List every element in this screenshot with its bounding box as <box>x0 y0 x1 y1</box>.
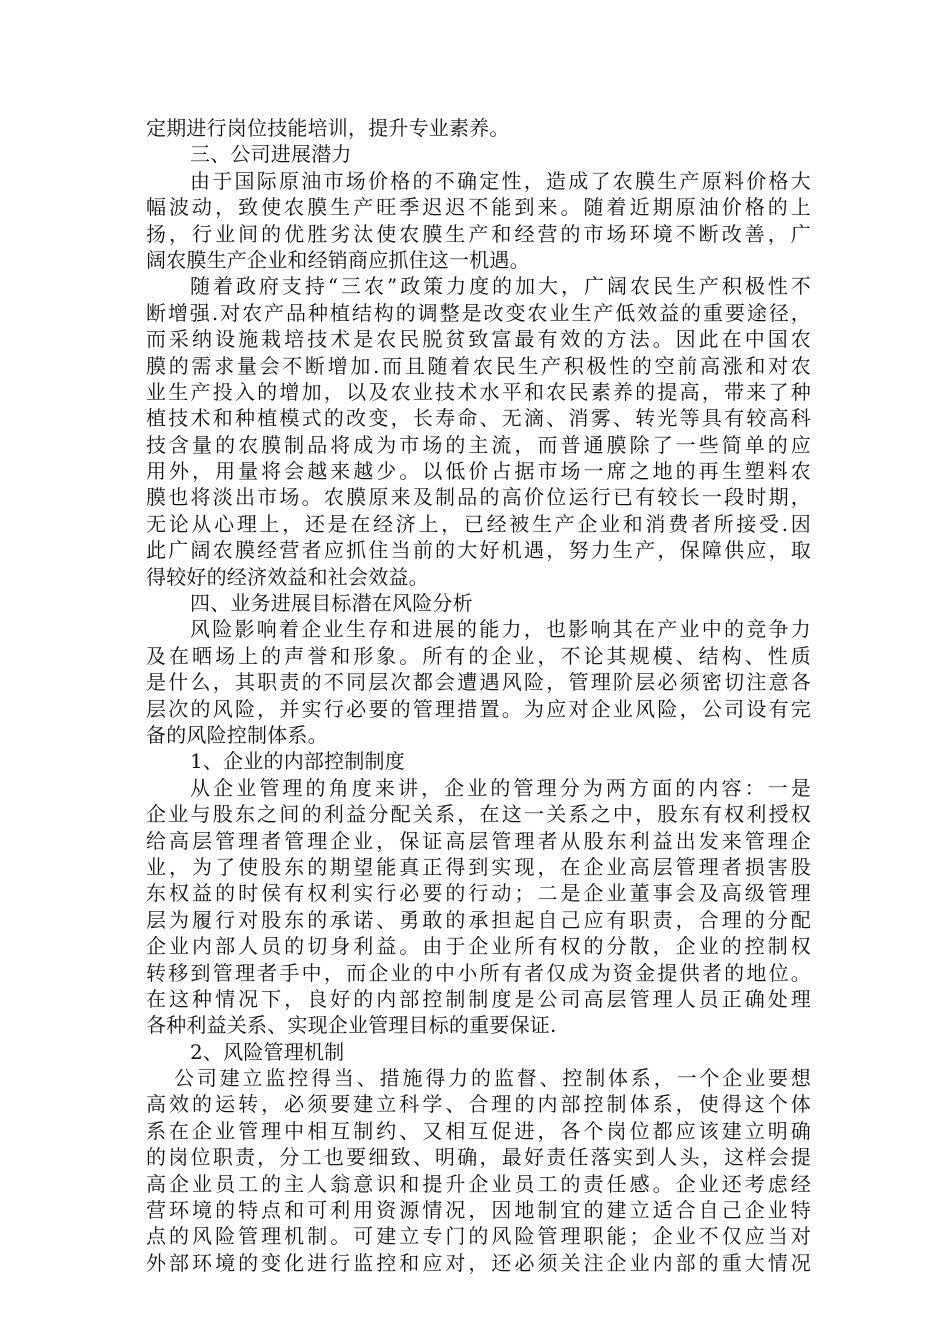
text-line: 层为履行对股东的承诺、勇敢的承担起自己应有职责，合理的分配 <box>146 907 811 932</box>
text-line: 点的风险管理机制。可建立专门的风险管理职能；企业不仅应当对 <box>146 1224 811 1249</box>
text-line: 层次的风险，并实行必要的管理措置。为应对企业风险，公司设有完 <box>146 696 811 721</box>
text-line: 此广阔农膜经营者应抓住当前的大好机遇，努力生产，保障供应，取 <box>146 538 811 563</box>
text-line: 幅波动，致使农膜生产旺季迟迟不能到来。随着近期原油价格的上 <box>146 195 811 220</box>
section-heading: 四、业务进展目标潜在风险分析 <box>190 591 473 616</box>
text-line: 定期进行岗位技能培训，提升专业素养。 <box>146 116 510 140</box>
text-line: 备的风险控制体系。 <box>146 722 328 747</box>
text-line: 而采纳设施栽培技术是农民脱贫致富最有效的方法。因此在中国农 <box>146 327 811 352</box>
text-line: 高企业员工的主人翁意识和提升企业员工的责任感。企业还考虑经 <box>146 1171 811 1196</box>
text-line: 植技术和种植模式的改变，长寿命、无滴、消雾、转光等具有较高科 <box>146 406 811 431</box>
text-line: 风险影响着企业生存和进展的能力，也影响其在产业中的竞争力 <box>190 617 811 642</box>
text-line: 用外，用量将会越来越少。以低价占据市场一席之地的再生塑料农 <box>146 459 811 484</box>
text-line: 由于国际原油市场价格的不确定性，造成了农膜生产原料价格大 <box>190 168 811 193</box>
text-line: 转移到管理者手中，而企业的中小所有者仅成为资金提供者的地位。 <box>146 960 811 985</box>
text-line: 是什么，其职责的不同层次都会遭遇风险，管理阶层必须密切注意各 <box>146 670 811 695</box>
text-line: 断增强.对农产品种植结构的调整是改变农业生产低效益的重要途径， <box>146 300 811 325</box>
text-line: 扬，行业间的优胜劣汰使农膜生产和经营的市场环境不断改善，广 <box>146 221 811 246</box>
document-body <box>146 115 811 1276</box>
text-line: 在这种情况下，良好的内部控制制度是公司高层管理人员正确处理 <box>146 986 811 1011</box>
text-line: 东权益的时侯有权利实行必要的行动；二是企业董事会及高级管理 <box>146 881 811 906</box>
text-line: 营环境的特点和可利用资源情况，因地制宜的建立适合自己企业特 <box>146 1198 811 1223</box>
section-heading: 三、公司进展潜力 <box>190 142 352 167</box>
text-line: 得较好的经济效益和社会效益。 <box>146 564 429 589</box>
text-line: 企业与股东之间的利益分配关系，在这一关系之中，股东有权利授权 <box>146 802 811 827</box>
text-line: 高效的运转，必须要建立科学、合理的内部控制体系，使得这个体 <box>146 1092 811 1117</box>
text-line: 外部环境的变化进行监控和应对，还必须关注企业内部的重大情况 <box>146 1250 811 1275</box>
text-line: 从企业管理的角度来讲，企业的管理分为两方面的内容：一是 <box>190 775 811 800</box>
text-line: 各种利益关系、实现企业管理目标的重要保证. <box>146 1013 557 1038</box>
text-line: 无论从心理上，还是在经济上，已经被生产企业和消费者所接受.因 <box>146 511 811 536</box>
text-line: 膜也将淡出市场。农膜原来及制品的高价位运行已有较长一段时期， <box>146 485 811 510</box>
text-line: 技含量的农膜制品将成为市场的主流，而普通膜除了一些简单的应 <box>146 432 811 457</box>
text-line: 给高层管理者管理企业，保证高层管理者从股东利益出发来管理企 <box>146 828 811 853</box>
section-heading: 2、风险管理机制 <box>190 1039 345 1064</box>
text-line: 业，为了使股东的期望能真正得到实现，在企业高层管理者损害股 <box>146 854 811 879</box>
text-line: 膜的需求量会不断增加.而且随着农民生产积极性的空前高涨和对农 <box>146 353 811 378</box>
text-line: 及在晒场上的声誉和形象。所有的企业，不论其规模、结构、性质 <box>146 643 811 668</box>
text-line: 系在企业管理中相互制约、又相互促进，各个岗位都应该建立明确 <box>146 1118 811 1143</box>
text-line: 随着政府支持“三农”政策力度的加大，广阔农民生产积极性不 <box>190 274 811 299</box>
section-heading: 1、企业的内部控制制度 <box>190 749 405 774</box>
text-line: 公司建立监控得当、措施得力的监督、控制体系，一个企业要想 <box>174 1066 811 1091</box>
text-line: 企业内部人员的切身利益。由于企业所有权的分散，企业的控制权 <box>146 934 811 959</box>
text-line: 阔农膜生产企业和经销商应抓住这一机遇。 <box>146 247 530 272</box>
text-line: 的岗位职责，分工也要细致、明确，最好责任落实到人头，这样会提 <box>146 1145 811 1170</box>
text-line: 业生产投入的增加，以及农业技术水平和农民素养的提高，带来了种 <box>146 379 811 404</box>
